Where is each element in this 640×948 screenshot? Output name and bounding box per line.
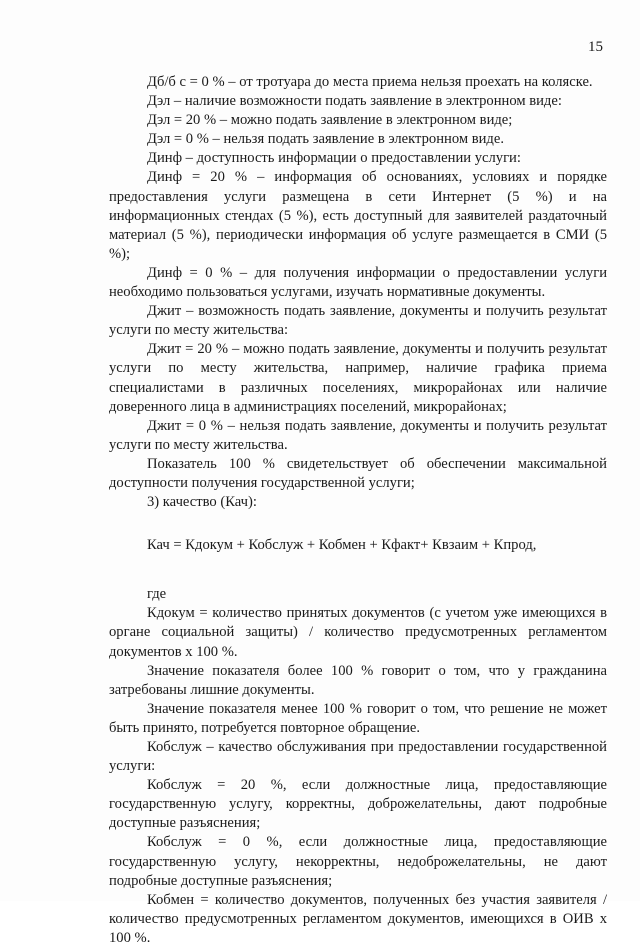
paragraph: Значение показателя более 100 % говорит о том, что у гражданина затребованы лишние документы. (109, 662, 607, 698)
paragraph: Показатель 100 % свидетельствует об обеспечении максимальной доступности получения государственной услуги; (109, 455, 607, 491)
paragraph: Кдокум = количество принятых документов (с учетом уже имеющихся в органе социальной защиты) / количество предусмотренных регламентом документов х 100 %. (109, 605, 607, 660)
paragraph: Джит = 20 % – можно подать заявление, документы и получить результат услуги по месту жительства, например, наличие графика приема специалистами в различных поселениях, микрорайонах или наличие доверенного лица в администрациях поселений, микрорайонах; (109, 341, 607, 415)
text-line: Дэл – наличие возможности подать заявление в электронном виде: (147, 93, 562, 110)
paragraph: Кобмен = количество документов, полученных без участия заявителя / количество предусмотренных регламентом документов, имеющихся в ОИВ х 100 %. (109, 891, 607, 946)
paragraph: Джит – возможность подать заявление, документы и получить результат услуги по месту жительства: (109, 303, 607, 339)
paragraph: Джит = 0 % – нельзя подать заявление, документы и получить результат услуги по месту жительства. (109, 417, 607, 453)
paragraph: Значение показателя менее 100 % говорит о том, что решение не может быть принято, потребуется повторное обращение. (109, 700, 607, 736)
document-body (109, 73, 607, 948)
text-line: Дб/б с = 0 % – от тротуара до места приема нельзя проехать на коляске. (147, 74, 593, 90)
paragraph: Кобслуж – качество обслуживания при предоставлении государственной услуги: (109, 739, 607, 775)
text-line: Дэл = 0 % – нельзя подать заявление в электронном виде. (147, 131, 504, 148)
paragraph: Кобслуж = 20 %, если должностные лица, предоставляющие государственную услугу, корректны, доброжелательны, дают подробные доступные разъяснения; (109, 777, 607, 832)
paragraph: Кобслуж = 0 %, если должностные лица, предоставляющие государственную услугу, некорректны, недоброжелательны, не дают подробные доступные разъяснения; (109, 834, 607, 889)
where-label: где (147, 586, 167, 603)
paragraph: Динф = 20 % – информация об основаниях, условиях и порядке предоставления услуги размещена в сети Интернет (5 %) и на информационных стендах (5 %), есть доступный для заявителей раздаточный материал (5 %), периодически информация об услуге размещается в СМИ (5 %); (109, 169, 607, 262)
page-number: 15 (588, 39, 603, 55)
paragraph: Динф = 0 % – для получения информации о предоставлении услуги необходимо пользоваться услугами, изучать нормативные документы. (109, 264, 607, 301)
text-line: Дэл = 20 % – можно подать заявление в электронном виде; (147, 112, 513, 129)
paragraph: 3) качество (Кач): (147, 494, 257, 511)
text-line: Динф – доступность информации о предоставлении услуги: (147, 150, 521, 167)
quality-formula: Кач = Кдокум + Кобслуж + Кобмен + Кфакт+ Квзаим + Кпрод, (147, 537, 537, 554)
